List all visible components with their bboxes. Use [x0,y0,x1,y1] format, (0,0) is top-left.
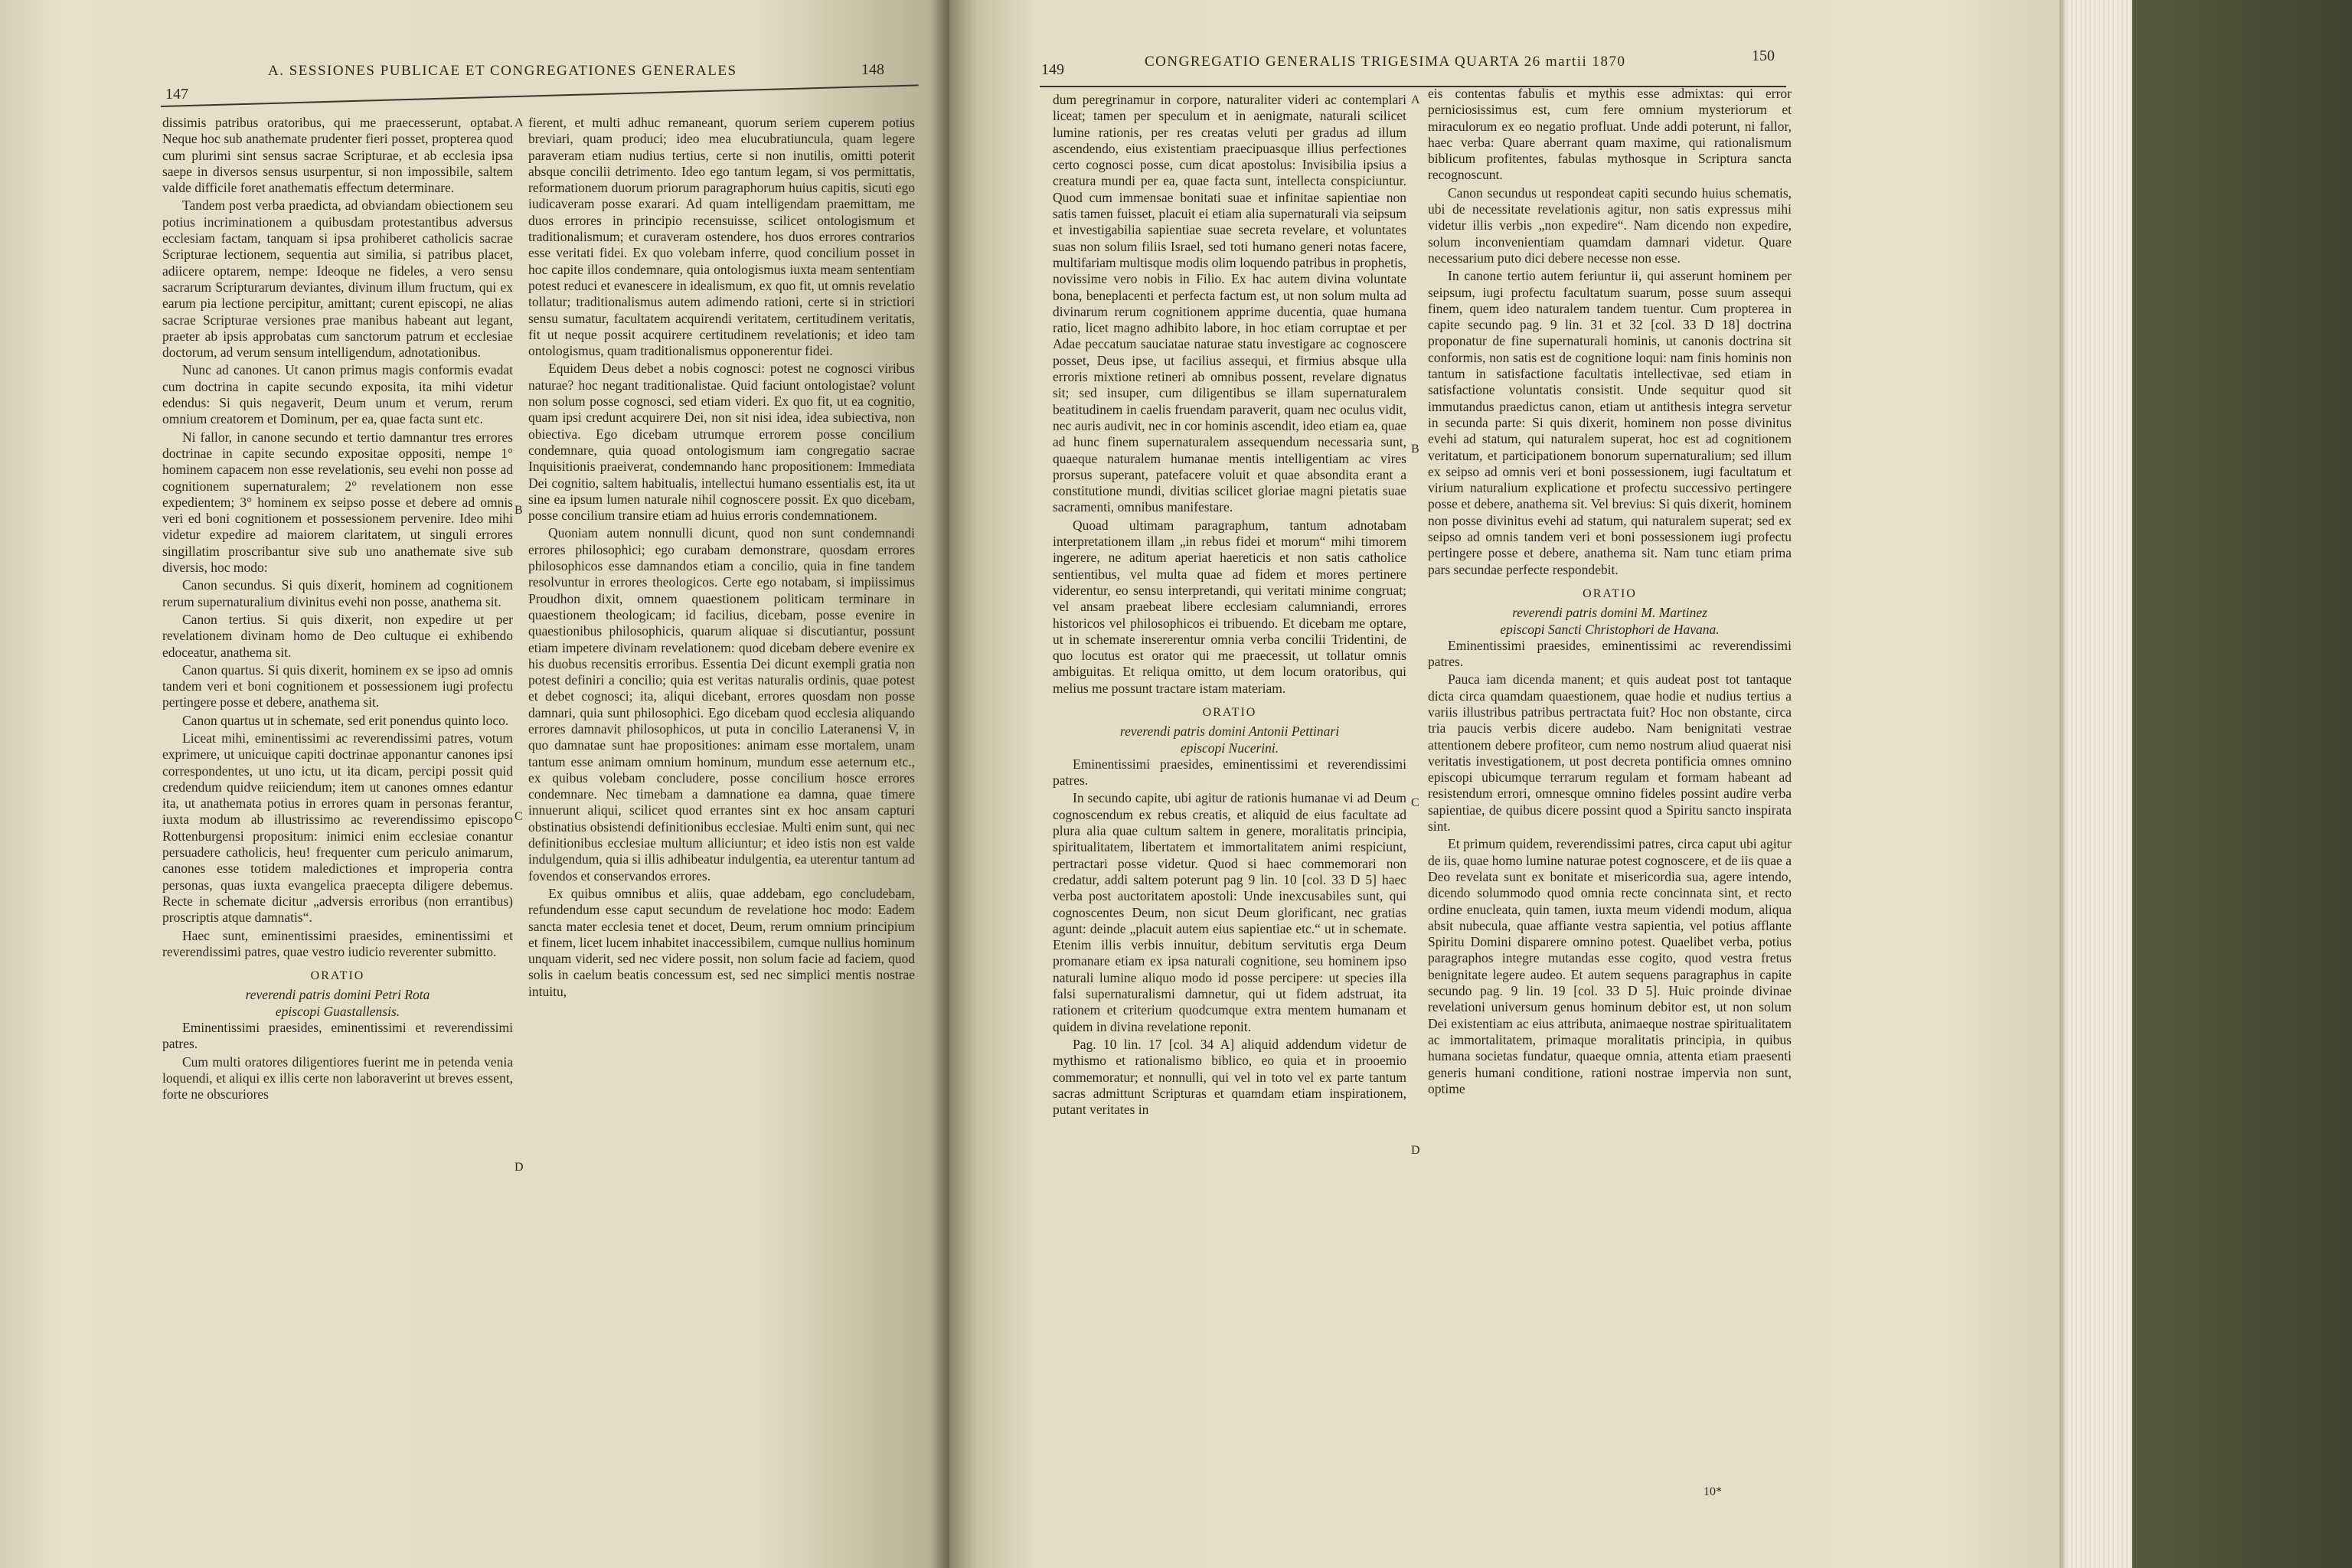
page-number-149: 149 [1041,61,1064,78]
text-paragraph: Eminentissimi praesides, eminentissimi et reverendissimi patres. [1053,756,1406,789]
text-paragraph: Ex quibus omnibus et aliis, quae addebam, ego concludebam, refundendum esse caput secundum de revelatione hoc modo: Eadem sancta mater ecclesia tenet et docet, Deum, rerum omnium principium et finem, licet lucem inhabitet inaccessibilem, cumque nullius hominum unquam viderit, sed nec videre possit, non solum facie ad faciem, quod solis in caelum beatis concessum est, sed nec simplici mentis nostrae intuitu, [528,885,915,999]
table-backdrop [2132,0,2352,1568]
left-col2-paragraphs [528,115,915,1000]
oratio-speaker: reverendi patris domini Antonii Pettinari [1119,724,1340,740]
right-col1-paragraphs [1053,92,1406,697]
margin-letter-a: A [514,116,524,129]
page-number-148: 148 [861,61,884,78]
margin-letter-d: D [514,1161,524,1174]
oratio-speaker: reverendi patris domini Petri Rota [245,987,430,1003]
signature-mark: 10* [1704,1485,1722,1498]
oratio-see: episcopi Sancti Christophori de Havana. [1500,621,1720,637]
text-paragraph: Eminentissimi praesides, eminentissimi ac reverendissimi patres. [1428,637,1792,670]
text-paragraph: Canon secundus. Si quis dixerit, hominem ad cognitionem rerum supernaturalium divinitus evehi non posse, anathema sit. [162,577,513,609]
page-number-150: 150 [1752,47,1775,64]
text-paragraph: Quoniam autem nonnulli dicunt, quod non sunt condemnandi errores philosophici; ego curabam demonstrare, quosdam errores philosophicos esse damnandos etiam a concilio, quia in fine tandem resolvuntur in errores theologicos. Certe ego notabam, si impiissimus Proudhon dixit, omnem quaestionem politicam terminare in quaestionem theologicam; id facilius, dicebam, posse evenire in quaestionibus philosophicis, quarum aliquae si discutiantur, possunt etiam impetere divinam revelationem: quod dicebam debere evenire ex his duobus recensitis erroribus. Essentia Dei dicunt exempli gratia non potest definiri a concilio; quia est veritas naturalis ordinis, quae potest et debet cognosci; ita, aliqui dicebant, errores quosdam non posse damnari, quia sunt philosophici. Ego dicebam quod ecclesia aliquando errores damnavit philosophicos, ut puta in concilio Lateranensi V, in quo damnatae sunt hae propositiones: animam esse mortalem, unam tantum esse animam omnium hominum, mundum esse aeternum etc., ex quibus volebam concludere, posse concilium hosce errores condemnare. Nec timebam a damnatione ea damna, quae timere innuerunt aliqui, scilicet quod errantes sint ex hoc ansam capturi obstinatius obsistendi definitionibus ecclesiae. Multi enim sunt, qui nec definitionibus ecclesiae multum alliciuntur; et ideo istis non est valde indulgendum, quia si illis adhibeatur indulgentia, ea uterentur tantum ad fovendos et conservandos errores. [528,525,915,884]
text-paragraph: Pag. 10 lin. 17 [col. 34 A] aliquid addendum videtur de mythismo et rationalismo biblico, eo quia et in prooemio commemoratur; et nonnulli, qui vel in toto vel ex parte tantum sacras admittunt Scripturas et quamdam etiam inspirationem, putant veritates in [1053,1036,1406,1118]
text-paragraph: Nunc ad canones. Ut canon primus magis conformis evadat cum doctrina in capite secundo exposita, ita mihi videtur edendus: Si quis negaverit, Deum unum et verum, rerum omnium creatorem et Dominum, per ea, quae facta sunt etc. [162,362,513,427]
margin-letter-b: B [1411,443,1419,456]
text-paragraph: Haec sunt, eminentissimi praesides, eminentissimi et reverendissimi patres, quae vestro iudicio reverenter submitto. [162,927,513,959]
page-block-edges [2060,0,2132,1568]
text-paragraph: Cum multi oratores diligentiores fuerint me in petenda venia loquendi, et aliqui ex illis certe non laboraverint ut breves essent, forte ne obscuriores [162,1054,513,1102]
text-paragraph: Equidem Deus debet a nobis cognosci: potest ne cognosci viribus naturae? hoc negant traditionalistae. Quid faciunt ontologistae? volunt non solum posse cognosci, sed etiam videri. Ex quo fit, ut ea cognitio, quam ipsi credunt acquirere Dei, non sit nisi idea, idea subiectiva, non obiectiva. Ego dicebam utrumque errorem posse concilium condemnare, quia quoad ontologismum iam congregatio sacrae Inquisitionis praeiverat, condemnando hanc propositionem: Immediata Dei cognitio, saltem habitualis, intellectui humano essentialis est, ita ut sine ea ipsum lumen naturale nihil cognoscere possit. Ex quo dicebam, posse concilium transire etiam ad huius erroris condemnationem. [528,361,915,524]
text-paragraph: dissimis patribus oratoribus, qui me praecesserunt, optabat. Neque hoc sub anathemate prudenter fieri posset, propterea quod cum plurimi sint sensus sacrae Scripturae, et ab ecclesia ipsa saepe in diversos sensus usurpentur, si non impossibile, saltem valde difficile foret anathematis effectum determinare. [162,115,513,196]
text-paragraph: Liceat mihi, eminentissimi ac reverendissimi patres, votum exprimere, ut unicuique capiti doctrinae apponantur canones ipsi correspondentes, ut uno ictu, ut ita dicam, percipi possit quid credendum quidve reiiciendum; item ut canones omnes edantur ita, ut anathemata potius in errores quam in personas ferantur, iuxta modum ab illustrissimo ac reverendissimo episcopo Rottenburgensi propositum: inimici enim ecclesiae conantur persuadere catholicis, heu! frequenter cum periculo animarum, canones esse totidem maledictiones et improperia contra personas, quas iuxta evangelica praecepta diligere debemus. Recte in schemate dicitur „adversis erroribus (non errantibus) proscriptis atque damnatis“. [162,730,513,926]
oratio-speaker: reverendi patris domini M. Martinez [1512,605,1707,621]
margin-letter-c: C [1411,796,1419,809]
header-rule-left [161,84,919,107]
right-col2-after-paragraphs [1428,638,1792,1097]
oratio-heading: ORATIO [310,969,365,983]
left-page [0,0,949,1568]
text-paragraph: Quoad ultimam paragraphum, tantum adnotabam interpretationem illam „in rebus fidei et morum“ mihi timorem ingerere, ne aditum aperiat haereticis et non satis catholice sentientibus, vel multa quae ad fidem et mores pertinere viderentur, eo sensu interpretandi, qui veritati minime congruat; vel ansam praebeat libere ecclesiam calumniandi, errores historicos vel philosophicos ei tribuendo. Et dicebam me optare, ut in schemate insererentur omnia verba concilii Tridentini, de quo locutus est orator qui me praecessit, ut tollatur omnis ambiguitas. Et reliqua omitto, ut dem locum oratoribus, qui melius me possunt tractare istam materiam. [1053,517,1406,696]
right-page [949,0,2060,1568]
text-paragraph: Canon secundus ut respondeat capiti secundo huius schematis, ubi de necessitate revelationis agitur, non satis expressus mihi videtur illis verbis „non expedire“. Nam dicendo non expedire, solum inconvenientiam quamdam damnari videtur. Quare necessarium puto dici debere necesse non esse. [1428,185,1792,266]
right-column-1 [1053,92,1406,1119]
margin-letter-d: D [1411,1144,1420,1157]
text-paragraph: Tandem post verba praedicta, ad obviandam obiectionem seu potius incriminationem a quibusdam protestantibus adversus ecclesiam factam, tanquam si ipsa prohiberet catholicis sacrae Scripturae lectionem, sequentia aut similia, si patribus placet, adiicere optarem, nempe: Ideoque ne fideles, a vero sensu sacrarum Scripturarum deviantes, divinum illum fructum, qui ex earum pia lectione percipitur, amittant; curent episcopi, ne alias sacrae Scripturae versiones prae manibus habeant aut legant, praeter ab ipsis approbatas cum sanctorum patrum et ecclesiae doctorum, ad verum sensum intelligendum, adnotationibus. [162,198,513,361]
text-paragraph: Canon tertius. Si quis dixerit, non expedire ut per revelationem divinam homo de Deo cultuque ei exhibendo edoceatur, anathema sit. [162,611,513,660]
right-column-2 [1428,86,1792,1099]
running-head-left: A. SESSIONES PUBLICAE ET CONGREGATIONES GENERALES [268,63,737,79]
text-paragraph: fierent, et multi adhuc remaneant, quorum seriem cuperem potius breviari, quam produci; ideo mea elucubratiuncula, quam legere paraveram etiam nudius tertius, certe si non inutilis, omitti poterit absque concilii detrimento. Ideo ego tantum legam, si vos permittatis, reformationem duorum priorum paragraphorum huius capitis, sicuti ego iudicaveram posse exarari. Ad quam intelligendam praemittam, me duos errores in principio recensuisse, scilicet ontologismum et traditionalismum; et curaveram ostendere, hos duos errores contrarios esse veritati fidei. Ex quo volebam inferre, quod concilium posset in hoc capite illos condemnare, quia ontologismus iuxta meam sententiam potest reduci et evanescere in idealismum, ex quo fit, ut omnis revelatio tollatur; traditionalismus autem adimendo rationi, certe si in strictiori sensu sumatur, facultatem acquirendi veritatem, certitudinem veritatis, fit ut neque possit acquirere certitudinem revelationis; et ideo tam ontologismus, quam traditionalismus opponerentur fidei. [528,115,915,359]
margin-letter-c: C [514,810,523,823]
text-paragraph: Canon quartus. Si quis dixerit, hominem ex se ipso ad omnis tandem veri et boni cognitionem et possessionem iugi profectu pertingere posse et debere, anathema sit. [162,662,513,710]
left-column-1 [162,115,513,1105]
running-head-right: CONGREGATIO GENERALIS TRIGESIMA QUARTA 26 martii 1870 [1145,54,1626,70]
text-paragraph: Ni fallor, in canone secundo et tertio damnantur tres errores doctrinae in capite secundo expositae oppositi, nempe 1° hominem capacem non esse revelationis, seu evehi non posse ad cognitionem supernaturalem; 2° revelationem non esse expedientem; 3° hominem ex seipso posse et debere ad omnis veri ed boni cognitionem et possessionem pervenire. Ideo mihi videtur expedire ad maiorem claritatem, ut singuli errores singillatim proscribantur sive sub uno anathemate sive sub diversis, hoc modo: [162,429,513,576]
text-paragraph: Et primum quidem, reverendissimi patres, circa caput ubi agitur de iis, quae homo lumine naturae potest cognoscere, et de iis quae a Deo revelata sunt ex bonitate et misericordia sua, agere intendo, dicendo solummodo quod omnia recte concinnata sint, et recto ordine enucleata, quin tamen, iuxta meum videndi modum, aliqua absit nubecula, quae affiante vestra sapientia, vel potius afflante Spiritu Domini disparere omnino potest. Quaelibet verba, potius paragraphos integre mutandas esse cogito, quod vestra fretus benignitate legere audeo. Et autem sequens paragraphus in capite secundo pag. 9 lin. 19 [col. 33 D 5]. Huic proinde divinae revelationi universum genus hominum debitor est, ut non solum Dei existentiam ac eius attributa, animaeque nostrae spiritualitatem ac immortalitatem, primaque moralitatis principia, in quibus humana societas fundatur, quaeque omnia, attenta etiam praesenti generis humani conditione, rationi nostrae impervia non sunt, optime [1428,836,1792,1096]
margin-letter-a: A [1411,93,1420,106]
oratio-see: episcopi Guastallensis. [275,1003,400,1019]
page-number-147: 147 [165,86,188,103]
text-paragraph: Canon quartus ut in schemate, sed erit ponendus quinto loco. [182,712,509,728]
text-paragraph: Pauca iam dicenda manent; et quis audeat post tot tantaque dicta circa quamdam quaestionem, quae hodie et nudius tertius a variis illustribus patribus pertractata fuit? Hoc non obstante, circa tria paucis verbis dicere audebo. Nam benignitati vestrae attentionem debere profiteor, cum nemo nostrum aliud quaerat nisi veritatis investigationem, ut post decreta pontificia omnes omnino episcopi ubicumque terrarum regulam et formam habeant ad resistendum errori, omnesque omnino fideles possint audire verba sapientiae, de quibus dicere possint quod a Spiritu sancto inspirata sint. [1428,671,1792,835]
text-paragraph: eis contentas fabulis et mythis esse admixtas: qui error perniciosissimus est, cum fere omnium mysteriorum et miraculorum ex eo negatio profluat. Unde addi poterunt, ni fallor, haec verba: Quare aberrant quam maxime, qui rationalismum biblicum profitentes, fabulas mythosque in Scriptura sancta recognoscunt. [1428,86,1792,183]
left-col1-paragraphs [162,115,513,960]
margin-letter-b: B [514,504,523,517]
text-paragraph: dum peregrinamur in corpore, naturaliter videri ac contemplari liceat; tamen per speculum et in aenigmate, naturali scilicet lumine rationis, per res creatas veluti per gradus ad illum ascendendo, eius existentiam praecipuasque illius perfectiones certo cognosci posse, cum dicat apostolus: Invisibilia ipsius a creatura mundi per ea, quae facta sunt, intellecta conspiciuntur. Quod cum immensae bonitati suae et infinitae sapientiae non satis tamen fuisset, placuit ei etiam alia supernaturali via seipsum et investigabilia sapientiae suae secreta revelare, et voluntates suas non solum filiis Israel, sed toti humano generi notas facere, multifariam multisque modis olim loquendo patribus in prophetis, novissime vero nobis in Filio. Ex hac autem divina voluntate bona, beneplacenti et perfecta factum est, ut non solum multa ad divinarum rerum cognitionem apprime ducentia, quae humana ratio, licet magno adhibito labore, in hoc etiam corruptae et per Adae peccatum sauciatae naturae statu investigare ac cognoscere posset, Deus ipse, ut facilius assequi, et firmius absque ulla erroris mixtione retineri ab omnibus possent, revelare dignatus sit; sed insuper, cum diligentibus se illam supernaturalem beatitudinem in caelis fruendam paraverit, quam nec oculus vidit, nec auris audivit, nec in cor hominis ascendit, ideo etiam ea, quae ad hunc finem supernaturalem assequendum necessaria sunt, quaeque naturalem humanae mentis intelligentiam ac vires prorsus superant, patefacere voluit et quae absondita erant a constitutione mundi, divitias scilicet gloriae magni pietatis suae sacramenti, omnibus manifestare. [1053,92,1406,515]
text-paragraph: In secundo capite, ubi agitur de rationis humanae vi ad Deum cognoscendum ex rebus creatis, et aliquid de eius facultate ad plura alia quae cultum saltem in genere, moralitatis principia, spiritualitatem, libertatem et immortalitatem animi respiciunt, pertractari posse videtur. Quod si haec commemorari non credatur, addi saltem poterunt pag 9 lin. 10 [col. 33 D 5] haec verba post auctoritatem apostoli: Unde inexcusabiles sunt, qui cognoscentes Deum, non sicut Deum glorificant, nec gratias agunt: deinde „placuit autem eius sapientiae etc.“ ut in schemate. Etenim illis verbis innuitur, debitum servitutis erga Deum promanare etiam ex ipsa naturali cognitione, seu hominem ipso naturali lumine aliquo modo id posse percipere: ut species illa falsi supernaturalismi damnetur, qui ut fidem adstruat, ita rationem et criterium quodcumque extra mentem humanam et quidem in divina revelatione reponit. [1053,790,1406,1034]
oratio-see: episcopi Nucerini. [1180,740,1279,756]
oratio-heading: ORATIO [1583,586,1637,600]
right-col2-paragraphs [1428,86,1792,578]
left-col1-after-paragraphs [162,1020,513,1102]
text-paragraph: Eminentissimi praesides, eminentissimi et reverendissimi patres. [162,1020,513,1052]
oratio-heading: ORATIO [1202,705,1257,719]
right-col1-after-paragraphs [1053,756,1406,1119]
left-column-2 [528,115,915,1001]
text-paragraph: In canone tertio autem feriuntur ii, qui asserunt hominem per seipsum, iugi profectu facultatum suarum, posse suum assequi finem, quem ideo naturalem tandem tuentur. Cum propterea in capite secundo pag. 9 lin. 31 et 32 [col. 33 D 18] doctrina proponatur de fine supernaturali hominis, ut canonis doctrina sit conformis, non satis est de cognitione loqui: nam finis hominis non tantum in satisfactione facultatis intellectivae, sed etiam in satisfactione voluntatis consistit. Unde sequitur quod sit immutandus praedictus canon, etiam ut antithesis integra servetur in secunda parte: Si quis dixerit, hominem non posse divinitus evehi ad statum, qui naturalem superat, hoc est ad cognitionem veritatum, et participationem bonorum supernaturalium; sed illum ex seipso ad omnis veri et boni possessionem, iugi facultatum et virium naturalium explicatione et profectu successivo pertingere posse et debere, anathema sit. Vel brevius: Si quis dixerit, hominem non posse divinitus evehi ad statum, qui naturalem superat; sed ex seipso ad omnis tandem veri et boni possessionem iugi profectu pertingere posse et debere, anathema sit. Nam tunc etiam prima pars secundae perfecte respondebit. [1428,268,1792,577]
